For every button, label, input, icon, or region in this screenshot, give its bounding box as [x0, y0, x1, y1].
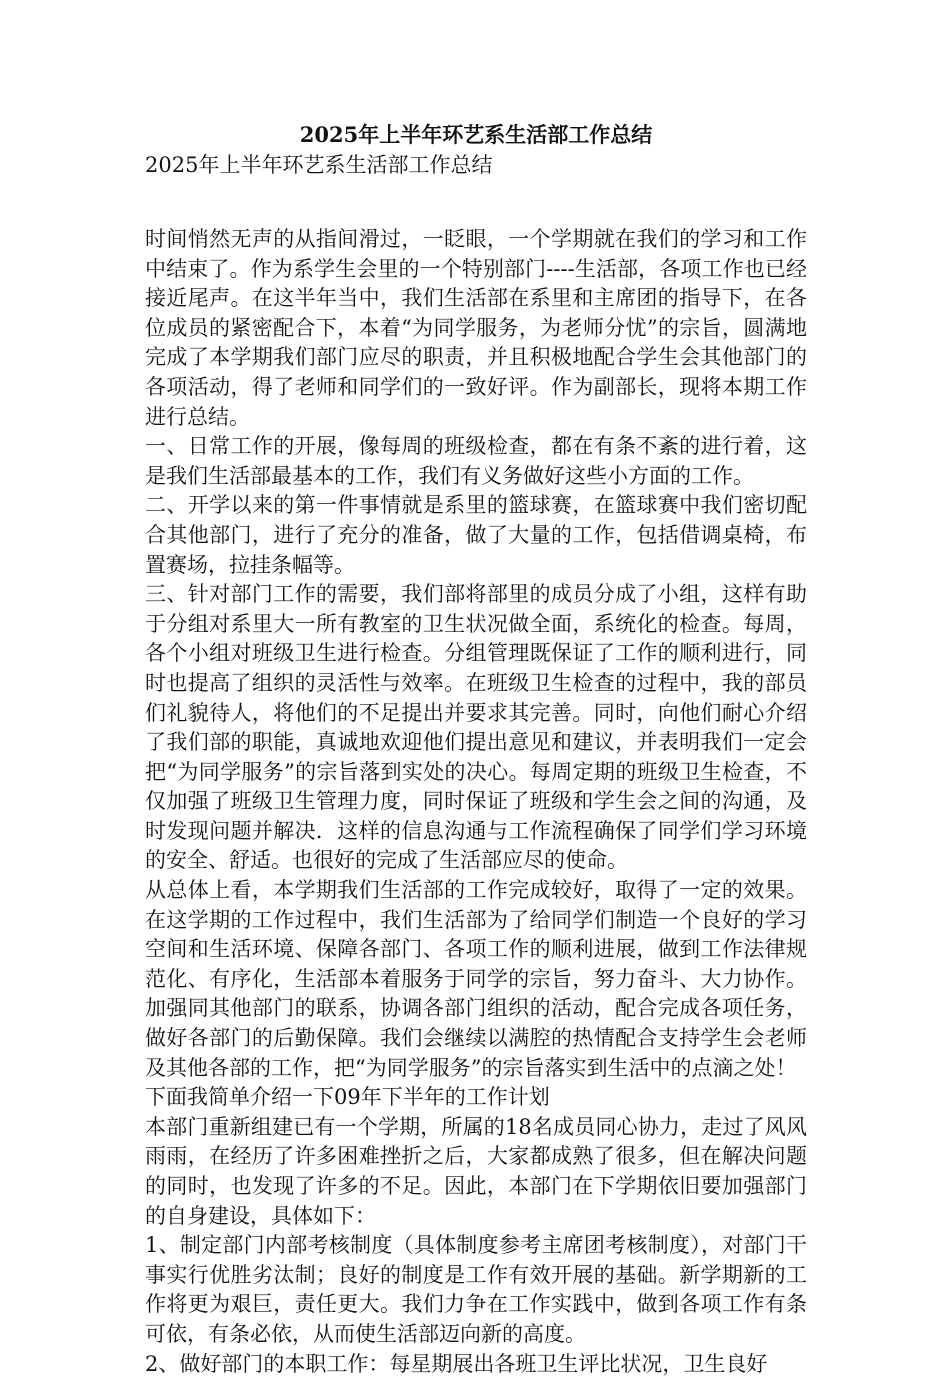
paragraph-plan-item-1: 1、制定部门内部考核制度（具体制度参考主席团考核制度），对部门干事实行优胜劣汰制；良好的制度是工作有效开展的基础。新学期新的工作将更为艰巨，责任更大。我们力争在工作实践中，做到各项工作有条可依，有条必依，从而使生活部迈向新的高度。	[145, 1233, 807, 1346]
paragraph-item-1: 一、日常工作的开展，像每周的班级检查，都在有条不紊的进行着，这是我们生活部最基本的工作，我们有义务做好这些小方面的工作。	[145, 434, 807, 488]
paragraph-intro: 时间悄然无声的从指间滑过，一眨眼，一个学期就在我们的学习和工作中结束了。作为系学生会里的一个特别部门----生活部，各项工作也已经接近尾声。在这半年当中，我们生活部在系里和主席团的指导下，在各位成员的紧密配合下，本着“为同学服务，为老师分忧”的宗旨，圆满地完成了本学期我们部门应尽的职责，并且积极地配合学生会其他部门的各项活动，得了老师和同学们的一致好评。作为副部长，现将本期工作进行总结。	[145, 227, 807, 429]
document-page	[145, 120, 807, 1379]
paragraph-summary: 从总体上看，本学期我们生活部的工作完成较好，取得了一定的效果。在这学期的工作过程中，我们生活部为了给同学们制造一个良好的学习空间和生活环境、保障各部门、各项工作的顺利进展，做到工作法律规范化、有序化，生活部本着服务于同学的宗旨，努力奋斗、大力协作。加强同其他部门的联系，协调各部门组织的活动，配合完成各项任务，做好各部门的后勤保障。我们会继续以满腔的热情配合支持学生会老师及其他各部的工作，把“为同学服务”的宗旨落实到生活中的点滴之处！	[145, 878, 807, 1080]
blank-line	[145, 180, 807, 225]
paragraph-plan-heading: 下面我简单介绍一下09年下半年的工作计划	[145, 1085, 550, 1110]
paragraph-plan-item-2: 2、做好部门的本职工作：每星期展出各班卫生评比状况，卫生良好	[145, 1351, 768, 1376]
paragraph-item-3: 三、针对部门工作的需要，我们部将部里的成员分成了小组，这样有助于分组对系里大一所有教室的卫生状况做全面，系统化的检查。每周，各个小组对班级卫生进行检查。分组管理既保证了工作的顺利进行，同时也提高了组织的灵活性与效率。在班级卫生检查的过程中，我的部员们礼貌待人，将他们的不足提出并要求其完善。同时，向他们耐心介绍了我们部的职能，真诚地欢迎他们提出意见和建议，并表明我们一定会把“为同学服务”的宗旨落到实处的决心。每周定期的班级卫生检查，不仅加强了班级卫生管理力度，同时保证了班级和学生会之间的沟通，及时发现问题并解决．这样的信息沟通与工作流程确保了同学们学习环境的安全、舒适。也很好的完成了生活部应尽的使命。	[145, 582, 807, 873]
paragraph-item-2: 二、开学以来的第一件事情就是系里的篮球赛，在篮球赛中我们密切配合其他部门，进行了充分的准备，做了大量的工作，包括借调桌椅，布置赛场，拉挂条幅等。	[145, 493, 807, 577]
document-subtitle: 2025年上半年环艺系生活部工作总结	[145, 153, 493, 177]
paragraph-plan-intro: 本部门重新组建已有一个学期，所属的18名成员同心协力，走过了风风雨雨，在经历了许多困难挫折之后，大家都成熟了很多，但在解决问题的同时，也发现了许多的不足。因此，本部门在下学期依旧要加强部门的自身建设，具体如下：	[145, 1114, 807, 1228]
document-title: 2025年上半年环艺系生活部工作总结	[299, 122, 653, 147]
